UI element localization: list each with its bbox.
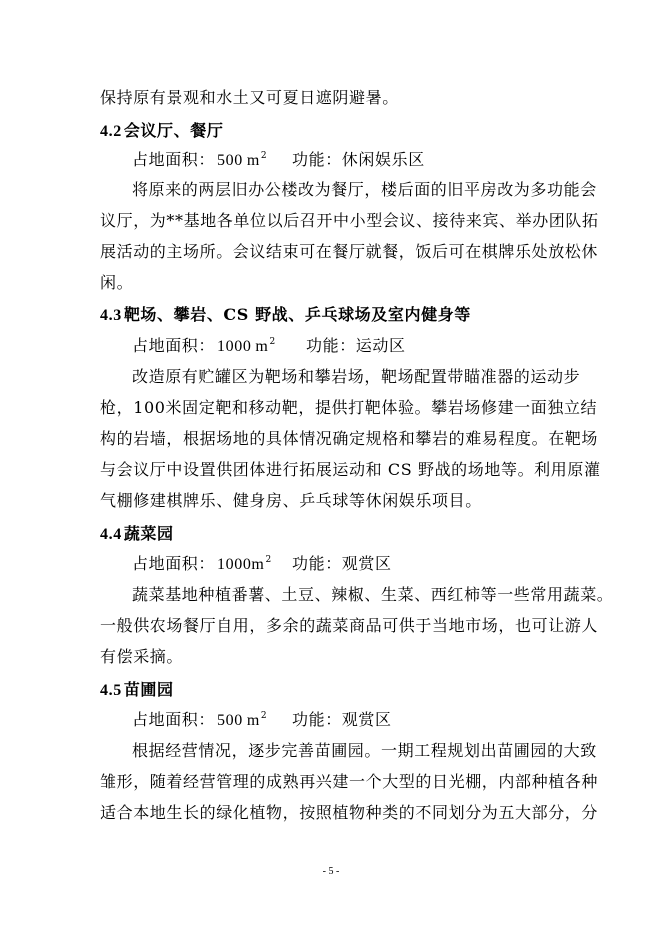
function-label: 功能：休闲娱乐区	[292, 150, 425, 169]
body-line: 适合本地生长的绿化植物，按照植物种类的不同划分为五大部分，分	[100, 803, 599, 822]
body-line: 一般供农场餐厅自用，多余的蔬菜商品可供于当地市场，也可让游人	[100, 616, 599, 635]
body-line: 展活动的主场所。会议结束可在餐厅就餐，饭后可在棋牌乐处放松休	[100, 242, 599, 261]
section-number: 4.2	[100, 123, 122, 140]
area-label: 占地面积：	[132, 336, 216, 355]
area-unit-sup: 2	[269, 337, 276, 347]
section-title: 会议厅、餐厅	[123, 121, 224, 140]
area-label: 占地面积：	[132, 710, 216, 729]
section-title: 蔬菜园	[123, 524, 174, 543]
area-unit-sup: 2	[260, 711, 268, 721]
area-line	[132, 710, 392, 731]
body-line: 构的岩墙，根据场地的具体情况确定规格和攀岩的难易程度。在靶场	[100, 429, 599, 448]
section-heading	[100, 121, 223, 142]
area-value: 1000m	[217, 556, 265, 573]
area-value: 500	[217, 152, 243, 169]
body-line: 蔬菜基地种植番薯、土豆、辣椒、生菜、西红柿等一些常用蔬菜。	[132, 585, 614, 604]
area-unit: m	[246, 712, 260, 729]
body-line: 议厅，为**基地各单位以后召开中小型会议、接待来宾、举办团队拓	[100, 211, 599, 230]
section-number: 4.3	[100, 307, 122, 324]
area-line	[132, 336, 406, 357]
section-heading	[100, 680, 174, 701]
body-line: 改造原有贮罐区为靶场和攀岩场，靶场配置带瞄准器的运动步	[132, 367, 581, 386]
body-line: 雏形，随着经营管理的成熟再兴建一个大型的日光棚，内部种植各种	[100, 772, 599, 791]
section-number: 4.5	[100, 682, 122, 699]
area-value: 500	[217, 712, 243, 729]
body-line: 保持原有景观和水土又可夏日遮阴避暑。	[100, 88, 399, 107]
body-line: 枪，100米固定靶和移动靶，提供打靶体验。攀岩场修建一面独立结	[100, 398, 598, 417]
section-number: 4.4	[100, 526, 122, 543]
section-heading	[100, 524, 174, 545]
area-unit-sup: 2	[260, 151, 268, 161]
area-unit: m	[255, 338, 269, 355]
body-line: 气棚修建棋牌乐、健身房、乒乓球等休闲娱乐项目。	[100, 491, 482, 510]
body-line: 闲。	[100, 273, 134, 292]
function-label: 功能：观赏区	[292, 554, 392, 573]
body-line: 与会议厅中设置供团体进行拓展运动和 CS 野战的场地等。利用原灌	[100, 460, 601, 479]
body-line: 有偿采摘。	[100, 647, 184, 666]
area-line	[132, 150, 425, 171]
area-value: 1000	[217, 338, 252, 355]
section-heading	[100, 305, 471, 326]
area-line	[132, 554, 392, 575]
section-title: 苗圃园	[123, 680, 174, 699]
body-line: 将原来的两层旧办公楼改为餐厅，楼后面的旧平房改为多功能会	[132, 180, 597, 199]
area-unit: m	[246, 152, 260, 169]
body-line: 根据经营情况，逐步完善苗圃园。一期工程规划出苗圃园的大致	[132, 741, 597, 760]
page-number: - 5 -	[322, 866, 340, 877]
area-label: 占地面积：	[132, 554, 216, 573]
function-label: 功能：观赏区	[292, 710, 392, 729]
function-label: 功能：运动区	[306, 336, 406, 355]
section-title: 靶场、攀岩、CS 野战、乒乓球场及室内健身等	[123, 305, 471, 324]
area-label: 占地面积：	[132, 150, 216, 169]
area-unit-sup: 2	[265, 555, 272, 565]
